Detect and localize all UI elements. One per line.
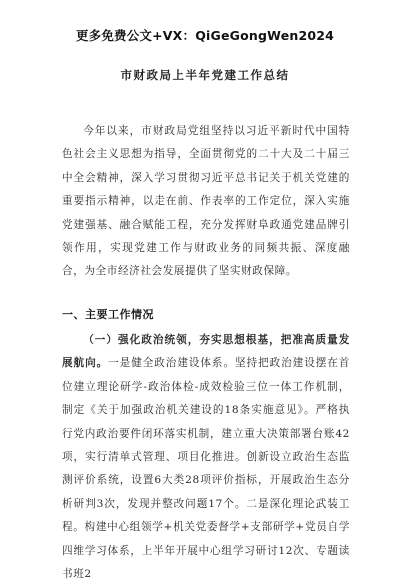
document-title: 市财政局上半年党建工作总结: [120, 68, 290, 82]
subsection-heading: （一）强化政治统领，夯实思想根基，把准高质量发展航向。: [62, 334, 350, 370]
subsection-body: 一是健全政治建设体系。坚持把政治建设摆在首位建立理论研学-政治体检-成效检验三位一体工作机制，制定《关于加强政治机关建设的18条实施意见》。严格执行党内政治要件闭环落实机制，建立重大决策部署台账42项，实行清单式管理、项目化推进。创新设立政治生态监测评价系统，设置6大类28项评价指标，开展政治生态分析研判3次，发现并整改问题17个。二是深化理论武装工程。构建中心组领学+机关党委督学+支部研学+党员自学四维学习体系，上半年开展中心组学习研讨12次、专题读书班2: [62, 357, 350, 581]
intro-paragraph: 今年以来，市财政局党组坚持以习近平新时代中国特色社会主义思想为指导，全面贯彻党的二十大及二十届三中全会精神，深入学习贯彻习近平总书记关于机关党建的重要指示精神，以走在前、作表率的工作定位，深入实施党建强基、融合赋能工程，充分发挥财阜政通党建品牌引领作用，实现党建工作与财政业务的同频共振、深度融合，为全市经济社会发展提供了坚实财政保障。: [62, 125, 350, 278]
promo-banner: 更多免费公文+VX：QiGeGongWen2024: [75, 28, 335, 43]
section-heading-main-work: 一、主要工作情况: [62, 308, 154, 321]
subsection-paragraph: [62, 329, 350, 586]
